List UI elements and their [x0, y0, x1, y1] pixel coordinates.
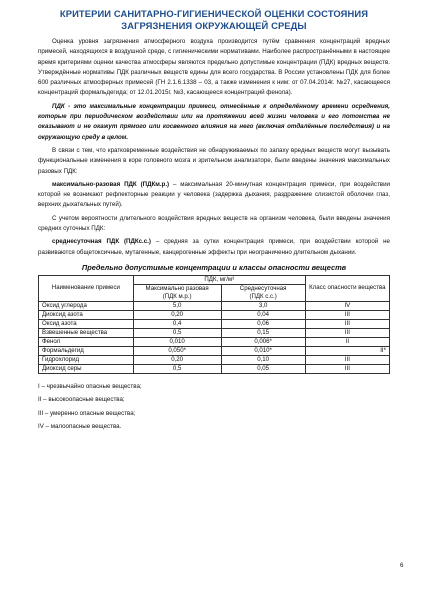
header-max-single: [133, 284, 221, 301]
short-term-paragraph: В связи с тем, что кратковременные воздействия не обнаруживаемых по запаху вредных веществ могут вызывать функциональные изменения в коре головного мозга и зрительном анализаторе, были введены значения максимальных разовых ПДК:: [38, 146, 390, 175]
cell-name: Формальдегид: [39, 346, 134, 355]
table-row: [39, 310, 390, 319]
header-pdk-group: ПДК, мг/м³: [133, 275, 305, 284]
table-row: [39, 337, 390, 346]
header-daily: [221, 284, 305, 301]
table-row: [39, 328, 390, 337]
header-max-single-sub: (ПДК м.р.): [162, 292, 192, 300]
cell-name: Диоксид азота: [39, 310, 134, 319]
cell-daily: 0,05: [221, 364, 305, 373]
title-line-2: ЗАГРЯЗНЕНИЯ ОКРУЖАЮЩЕЙ СРЕДЫ: [121, 20, 307, 31]
cell-hazard-class: IV: [305, 301, 389, 310]
pdk-definition: [38, 102, 390, 143]
hazard-class-item: III – умеренно опасные вещества;: [38, 409, 136, 417]
max-single-definition: [38, 180, 390, 211]
table-row: [39, 355, 390, 364]
cell-hazard-class: III: [305, 364, 389, 373]
cell-name: Фенол: [39, 337, 134, 346]
cell-max-single: 0,5: [133, 364, 221, 373]
cell-hazard-class: II*: [305, 346, 389, 355]
max-single-term: максимально-разовая ПДК (ПДКм.р.): [52, 180, 170, 188]
table-row: [39, 364, 390, 373]
pdk-definition-text: - это максимальные концентрации примеси, отнесённые к определённому времени осреднения, которые при периодическом воздействии или на протяжении всей жизни человека и его потомства не оказывают и не окажут прямого или косвенного влияния на него (включая отдалённые последствия) и на окружающую среду в целом.: [38, 102, 390, 141]
cell-hazard-class: III: [305, 328, 389, 337]
cell-name: Диоксид серы: [39, 364, 134, 373]
max-single-text: – максимальная 20-минутная концентрация примеси, при воздействии которой не возникают рефлекторные реакции у человека (задержка дыхания, раздражение слизистой оболочки глаз, верхних дыхательных путей).: [38, 180, 390, 209]
table-row: [39, 301, 390, 310]
pdk-table: [38, 275, 390, 374]
cell-hazard-class: II: [305, 337, 389, 346]
cell-daily: 0,06: [221, 319, 305, 328]
daily-avg-term: среднесуточная ПДК (ПДКс.с.): [52, 238, 151, 246]
cell-daily: 0,10: [221, 355, 305, 364]
table-row: [39, 319, 390, 328]
cell-daily: 0,010*: [221, 346, 305, 355]
document-page: [38, 8, 390, 434]
cell-hazard-class: III: [305, 355, 389, 364]
cell-max-single: 0,010: [133, 337, 221, 346]
cell-name: Гидрохлорид: [39, 355, 134, 364]
intro-paragraph: Оценка уровня загрязнения атмосферного воздуха производится путём сравнения концентраций вредных примесей, находящихся в воздушной среде, с гигиеническими нормативами. Наиболее распространёнными в настоящее время критериями оценки качества атмосферы являются предельно допустимые концентрации (ПДК) вредных веществ. Утверждённые нормативы ПДК различных веществ едины для всего государства. В России установлены ПДК для более 600 различных атмосферных примесей (ГН 2.1.6.1338 – 03, а также изменения к ним: от 07.04.2014г. №27, касающееся концентраций формальдегида; от 12.01.2015г. №3, касающееся концентраций фенола).: [38, 38, 390, 97]
cell-daily: 3,0: [221, 301, 305, 310]
cell-max-single: 0,20: [133, 355, 221, 364]
header-daily-label: Среднесуточная: [239, 284, 287, 292]
pdk-term: ПДК: [52, 102, 65, 110]
header-name: Наименование примеси: [39, 275, 134, 301]
table-body: [39, 301, 390, 373]
header-hazard-class: Класс опасности вещества: [305, 275, 389, 301]
cell-name: Оксид углерода: [39, 301, 134, 310]
cell-max-single: 0,4: [133, 319, 221, 328]
cell-daily: 0,15: [221, 328, 305, 337]
cell-daily: 0,006*: [221, 337, 305, 346]
daily-avg-definition: [38, 237, 390, 258]
table-title: Предельно допустимые концентрации и классы опасности веществ: [81, 262, 347, 272]
cell-daily: 0,04: [221, 310, 305, 319]
cell-hazard-class: III: [305, 319, 389, 328]
cell-max-single: 0,5: [133, 328, 221, 337]
cell-max-single: 5,0: [133, 301, 221, 310]
title-line-1: КРИТЕРИИ САНИТАРНО-ГИГИЕНИЧЕСКОЙ ОЦЕНКИ СОСТОЯНИЯ: [59, 8, 369, 19]
cell-name: Оксид азота: [39, 319, 134, 328]
header-daily-sub: (ПДК с.с.): [249, 292, 277, 300]
cell-max-single: 0,20: [133, 310, 221, 319]
hazard-class-item: IV – малоопасные вещества.: [38, 423, 122, 431]
daily-avg-text: – средняя за сутки концентрация примеси, при воздействии которой не развиваются общетоксичные, мутагенные, канцерогенные эффекты при неограниченно длительном дыхании.: [38, 238, 390, 256]
hazard-class-item: II – высокоопасные вещества;: [38, 396, 125, 404]
cell-name: Взвешенные вещества: [39, 328, 134, 337]
hazard-class-list: [38, 380, 390, 434]
table-row: [39, 346, 390, 355]
header-max-single-label: Максимально разовая: [145, 284, 209, 292]
long-term-paragraph: С учетом вероятности длительного воздействия вредных веществ на организм человека, были введены значения средних суточных ПДК:: [38, 214, 390, 233]
page-title: [38, 8, 390, 32]
page-number: 6: [400, 562, 404, 569]
hazard-class-item: I – чрезвычайно опасные вещества;: [38, 382, 142, 390]
cell-max-single: 0,050*: [133, 346, 221, 355]
cell-hazard-class: III: [305, 310, 389, 319]
